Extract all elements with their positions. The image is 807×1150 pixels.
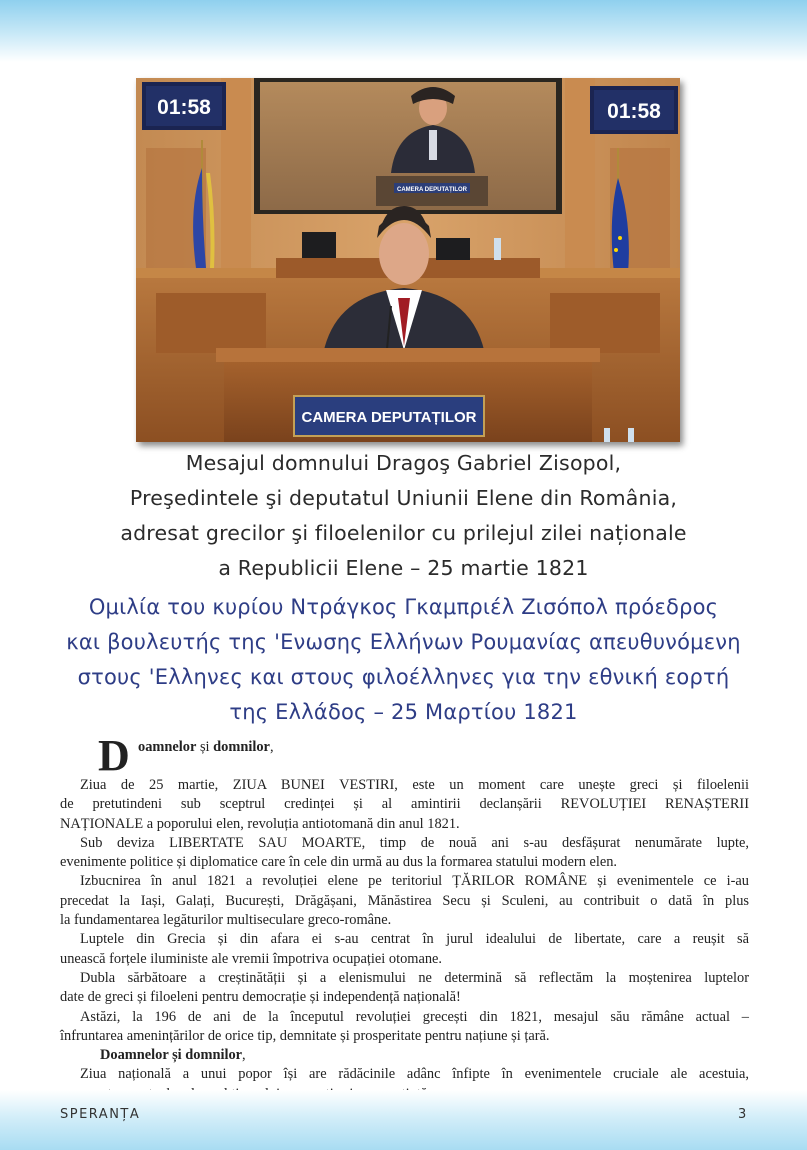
salutation-2: Doamnelor și domnilor (100, 1047, 243, 1064)
drop-cap: D (98, 731, 130, 780)
paragraph (60, 930, 749, 969)
magazine-name: SPERANȚA (60, 1107, 141, 1122)
paragraph-line: Ziua de 25 martie, ZIUA BUNEI VESTIRI, este un moment care unește greci și filoelenii (80, 777, 749, 793)
paragraph-line: de pretutindeni sub sceptrul credinței și al amintirii declanșării REVOLUȚIEI RENAȘTERII (60, 796, 749, 813)
clock-right: 01:58 (607, 100, 661, 123)
salutation-word-1: oamnelor (138, 739, 197, 755)
paragraph-line: Sub deviza LIBERTATE SAU MOARTE, timp de nouă ani s-au desfășurat nenumărate lupte, (80, 834, 749, 851)
header-band (0, 0, 807, 62)
caption-ro-line: adresat grecilor şi filoelenilor cu prilejul zilei naționale (120, 521, 687, 545)
caption-ro-line: a Republicii Elene – 25 martie 1821 (218, 556, 589, 580)
paragraph (60, 834, 749, 873)
paragraph-line: Izbucnirea în anul 1821 a revoluției elene pe teritoriul ȚĂRILOR ROMÂNE și evenimentele ce i-au (80, 873, 749, 890)
page-number: 3 (738, 1107, 747, 1122)
paragraph-line: date de greci și filoeleni pentru democrație și independență națională! (60, 989, 461, 1006)
podium-label: CAMERA DEPUTAȚILOR (301, 409, 477, 426)
caption-gr-line: και βουλευτής της 'Ενωσης Ελλήνων Ρουμανίας απευθυνόμενη (66, 630, 741, 654)
caption-ro-line: Preşedintele şi deputatul Uniunii Elene din România, (129, 486, 678, 510)
caption-gr-line: Ομιλία του κυρίου Ντράγκος Γκαμπριέλ Ζισόπολ πρόεδρος (88, 595, 719, 619)
clock-left: 01:58 (157, 96, 211, 119)
caption-greek (40, 590, 767, 730)
paragraph-line: Luptele din Grecia și din afara ei s-au centrat în jurul idealului de libertate, care a reușit să (80, 931, 749, 948)
screen-podium-label: CAMERA DEPUTAȚILOR (397, 187, 467, 193)
photo-parliament-speaker (136, 78, 680, 442)
paragraph-line: NAȚIONALE a poporului elen, revoluția antiotomană din anul 1821. (60, 815, 460, 832)
caption-ro-line: Mesajul domnului Dragoş Gabriel Zisopol, (185, 451, 622, 475)
paragraph-line: Astăzi, la 196 de ani de la începutul revoluției grecești din 1821, mesajul său rămâne actual – (80, 1008, 749, 1025)
caption-romanian (60, 446, 747, 586)
paragraph (60, 969, 749, 1008)
caption-gr-line: στους 'Ελληνες και στους φιλοέλληνες για την εθνική εορτή (77, 665, 730, 689)
paragraph-line: unească forțele iluministe ale vremii împotriva ocupației otomane. (60, 950, 443, 967)
paragraph-line: Dubla sărbătoare a creștinătății și a elenismului ne determină să reflectăm la moștenirea luptelor (80, 969, 749, 986)
salutation-end: , (269, 739, 274, 755)
closing-salutation (60, 1046, 749, 1065)
paragraph-line: evenimente politice și diplomatice care în cele din urmă au dus la formarea statului modern elen. (60, 854, 618, 871)
paragraph-line: înfruntarea amenințărilor de orice tip, demnitate și prosperitate pentru națiune și țară. (60, 1027, 550, 1044)
paragraph (60, 1008, 749, 1047)
salutation-mid: și (196, 739, 214, 755)
paragraph (60, 872, 749, 930)
article-body (60, 731, 749, 1104)
paragraph-line: precedat la Iași, Galați, București, Drăgășani, Mănăstirea Secu și Sculeni, au contribuit o dată în plus (60, 892, 749, 909)
opening-salutation (60, 731, 749, 780)
caption-gr-line: της Ελλάδος – 25 Μαρτίου 1821 (229, 700, 578, 724)
salutation-word-2: domnilor (213, 739, 270, 755)
paragraph (60, 776, 749, 834)
paragraph-line: Ziua națională a unui popor își are rădăcinile adânc înfipte în evenimentele cruciale ale acestuia, (80, 1066, 749, 1083)
salutation-2-end: , (242, 1047, 246, 1064)
paragraph-line: la fundamentarea legăturilor multiseculare greco-române. (60, 912, 392, 929)
